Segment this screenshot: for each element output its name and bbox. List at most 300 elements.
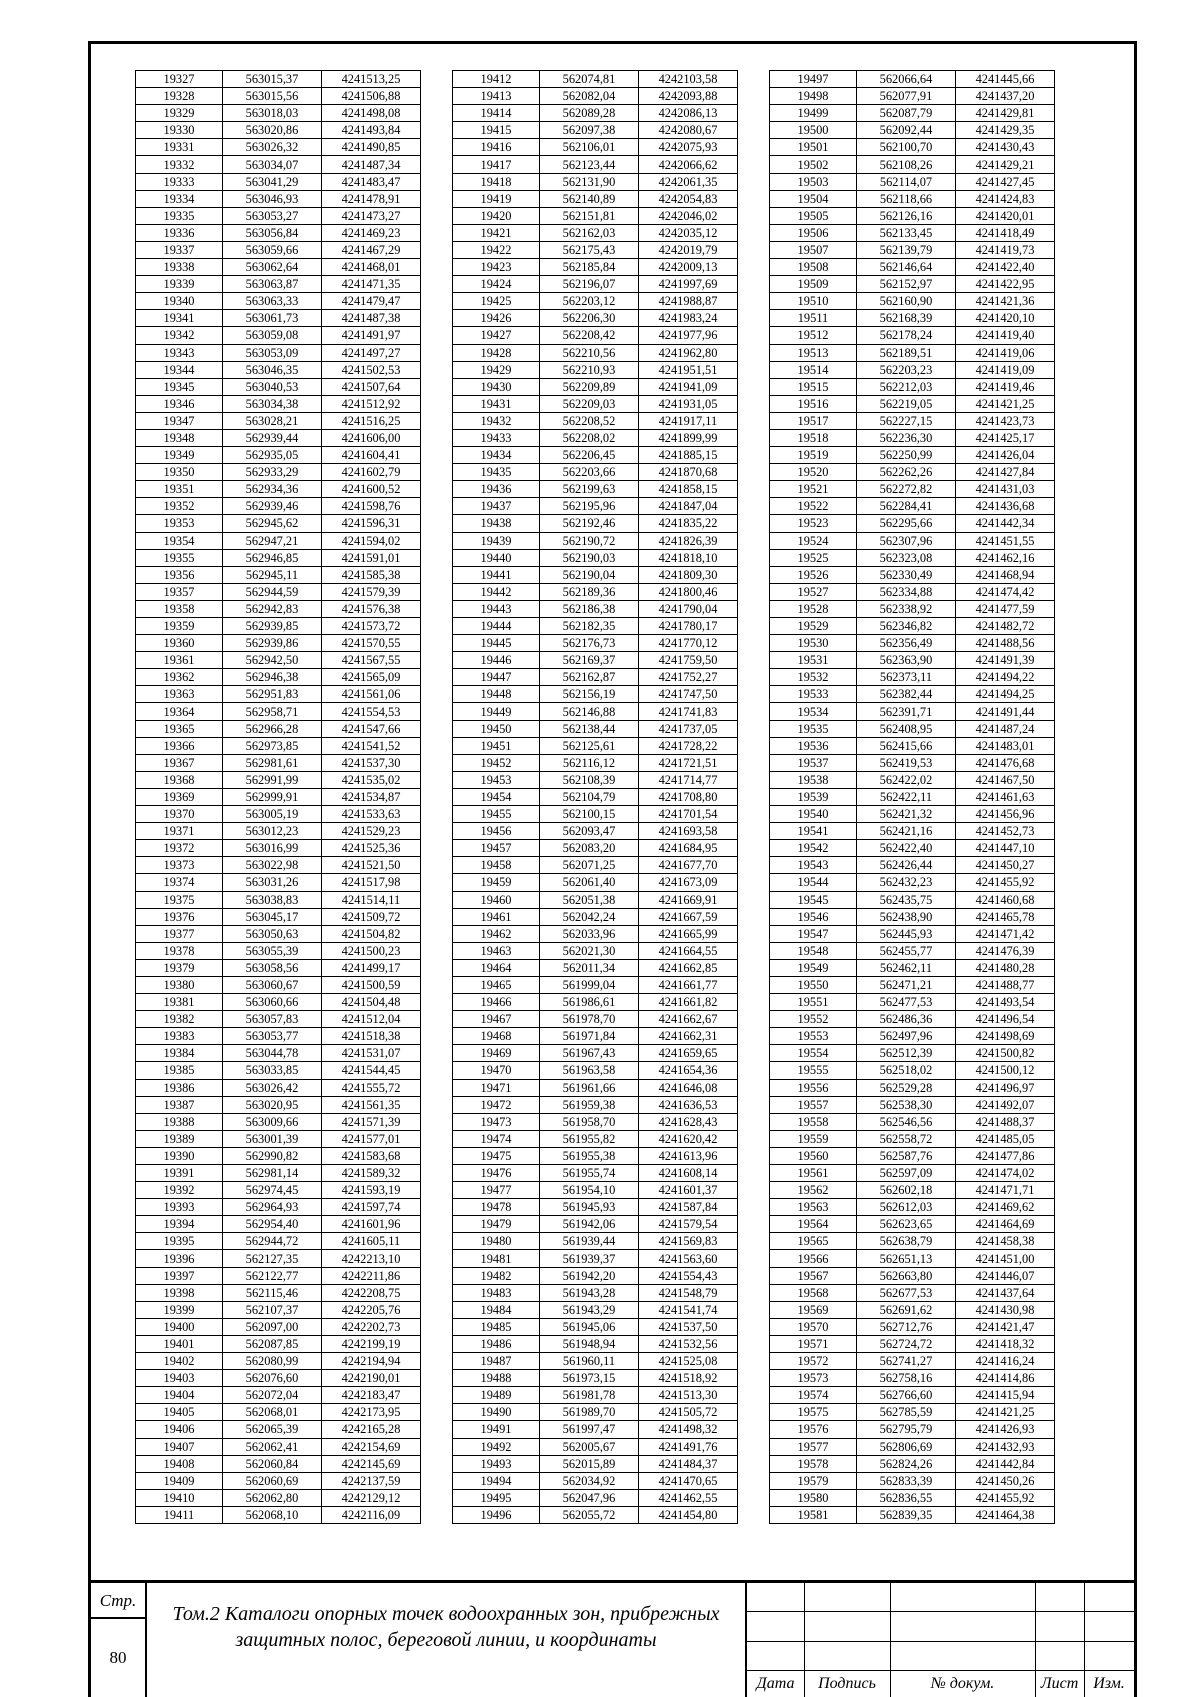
x-coordinate: 562162,87: [540, 669, 639, 686]
x-coordinate: 562529,28: [857, 1079, 956, 1096]
table-row: [453, 1335, 738, 1352]
point-number: 19369: [136, 788, 223, 805]
y-coordinate: 4241721,51: [639, 754, 738, 771]
y-coordinate: 4241554,53: [322, 703, 421, 720]
point-number: 19550: [770, 976, 857, 993]
table-row: [770, 310, 1055, 327]
y-coordinate: 4241464,38: [956, 1506, 1055, 1523]
table-row: [453, 1353, 738, 1370]
point-number: 19479: [453, 1216, 540, 1233]
table-row: [770, 241, 1055, 258]
x-coordinate: 561939,37: [540, 1250, 639, 1267]
table-row: [453, 1472, 738, 1489]
y-coordinate: 4241665,99: [639, 925, 738, 942]
table-row: [136, 139, 421, 156]
x-coordinate: 562408,95: [857, 720, 956, 737]
x-coordinate: 563045,17: [223, 908, 322, 925]
y-coordinate: 4241997,69: [639, 276, 738, 293]
point-number: 19452: [453, 754, 540, 771]
table-row: [453, 994, 738, 1011]
x-coordinate: 562190,72: [540, 532, 639, 549]
table-row: [453, 1011, 738, 1028]
table-row: [136, 310, 421, 327]
table-row: [136, 720, 421, 737]
x-coordinate: 562146,64: [857, 259, 956, 276]
point-number: 19544: [770, 874, 857, 891]
y-coordinate: 4241471,42: [956, 925, 1055, 942]
point-number: 19396: [136, 1250, 223, 1267]
point-number: 19392: [136, 1182, 223, 1199]
table-row: [136, 1489, 421, 1506]
x-coordinate: 563026,32: [223, 139, 322, 156]
y-coordinate: 4241474,42: [956, 583, 1055, 600]
y-coordinate: 4241492,07: [956, 1096, 1055, 1113]
x-coordinate: 562546,56: [857, 1113, 956, 1130]
table-row: [136, 259, 421, 276]
y-coordinate: 4241548,79: [639, 1284, 738, 1301]
point-number: 19536: [770, 737, 857, 754]
table-row: [770, 156, 1055, 173]
x-coordinate: 562419,53: [857, 754, 956, 771]
x-coordinate: 562612,03: [857, 1199, 956, 1216]
point-number: 19377: [136, 925, 223, 942]
y-coordinate: 4241752,27: [639, 669, 738, 686]
point-number: 19481: [453, 1250, 540, 1267]
x-coordinate: 562346,82: [857, 618, 956, 635]
y-coordinate: 4241780,17: [639, 618, 738, 635]
x-coordinate: 561942,06: [540, 1216, 639, 1233]
table-row: [770, 327, 1055, 344]
y-coordinate: 4241509,72: [322, 908, 421, 925]
point-number: 19520: [770, 464, 857, 481]
y-coordinate: 4241544,45: [322, 1062, 421, 1079]
point-number: 19450: [453, 720, 540, 737]
y-coordinate: 4241563,60: [639, 1250, 738, 1267]
x-coordinate: 562958,71: [223, 703, 322, 720]
y-coordinate: 4241462,16: [956, 549, 1055, 566]
grid-row: [747, 1612, 1134, 1642]
table-row: [453, 412, 738, 429]
x-coordinate: 562076,60: [223, 1370, 322, 1387]
y-coordinate: 4241465,78: [956, 908, 1055, 925]
point-number: 19563: [770, 1199, 857, 1216]
point-number: 19510: [770, 293, 857, 310]
point-number: 19385: [136, 1062, 223, 1079]
point-number: 19515: [770, 378, 857, 395]
table-row: [453, 532, 738, 549]
y-coordinate: 4241423,73: [956, 412, 1055, 429]
y-coordinate: 4241620,42: [639, 1130, 738, 1147]
y-coordinate: 4242165,28: [322, 1421, 421, 1438]
point-number: 19430: [453, 378, 540, 395]
point-number: 19492: [453, 1438, 540, 1455]
y-coordinate: 4241513,25: [322, 71, 421, 88]
x-coordinate: 563028,21: [223, 412, 322, 429]
point-number: 19361: [136, 652, 223, 669]
x-coordinate: 561942,20: [540, 1267, 639, 1284]
y-coordinate: 4241480,28: [956, 959, 1055, 976]
table-row: [770, 994, 1055, 1011]
x-coordinate: 562602,18: [857, 1182, 956, 1199]
y-coordinate: 4242202,73: [322, 1318, 421, 1335]
point-number: 19461: [453, 908, 540, 925]
y-coordinate: 4241470,65: [639, 1472, 738, 1489]
x-coordinate: 562712,76: [857, 1318, 956, 1335]
y-coordinate: 4241488,56: [956, 635, 1055, 652]
point-number: 19441: [453, 566, 540, 583]
table-row: [136, 1421, 421, 1438]
x-coordinate: 561945,93: [540, 1199, 639, 1216]
x-coordinate: 562954,40: [223, 1216, 322, 1233]
table-row: [136, 1335, 421, 1352]
y-coordinate: 4241677,70: [639, 857, 738, 874]
point-number: 19372: [136, 840, 223, 857]
table-row: [770, 1318, 1055, 1335]
x-coordinate: 562422,02: [857, 771, 956, 788]
y-coordinate: 4241809,30: [639, 566, 738, 583]
x-coordinate: 562939,46: [223, 498, 322, 515]
table-row: [453, 293, 738, 310]
y-coordinate: 4242208,75: [322, 1284, 421, 1301]
x-coordinate: 562196,07: [540, 276, 639, 293]
x-coordinate: 562060,69: [223, 1472, 322, 1489]
y-coordinate: 4241535,02: [322, 771, 421, 788]
y-coordinate: 4241667,59: [639, 908, 738, 925]
point-number: 19359: [136, 618, 223, 635]
x-coordinate: 562272,82: [857, 481, 956, 498]
point-number: 19530: [770, 635, 857, 652]
table-row: [453, 1113, 738, 1130]
point-number: 19419: [453, 190, 540, 207]
table-row: [453, 806, 738, 823]
x-coordinate: 563026,42: [223, 1079, 322, 1096]
point-number: 19374: [136, 874, 223, 891]
table-row: [453, 224, 738, 241]
x-coordinate: 562939,86: [223, 635, 322, 652]
point-number: 19508: [770, 259, 857, 276]
point-number: 19376: [136, 908, 223, 925]
y-coordinate: 4241477,86: [956, 1147, 1055, 1164]
y-coordinate: 4241468,01: [322, 259, 421, 276]
x-coordinate: 562203,23: [857, 361, 956, 378]
title-block: [88, 1580, 1137, 1697]
point-number: 19484: [453, 1301, 540, 1318]
table-row: [770, 635, 1055, 652]
y-coordinate: 4241602,79: [322, 464, 421, 481]
x-coordinate: 562212,03: [857, 378, 956, 395]
table-row: [453, 361, 738, 378]
table-row: [770, 1301, 1055, 1318]
x-coordinate: 563055,39: [223, 942, 322, 959]
point-number: 19445: [453, 635, 540, 652]
table-row: [770, 1216, 1055, 1233]
point-number: 19478: [453, 1199, 540, 1216]
point-number: 19490: [453, 1404, 540, 1421]
table-row: [770, 788, 1055, 805]
table-row: [136, 1284, 421, 1301]
x-coordinate: 561973,15: [540, 1370, 639, 1387]
table-row: [770, 1489, 1055, 1506]
x-coordinate: 562587,76: [857, 1147, 956, 1164]
point-number: 19345: [136, 378, 223, 395]
point-number: 19555: [770, 1062, 857, 1079]
x-coordinate: 562108,39: [540, 771, 639, 788]
y-coordinate: 4241491,39: [956, 652, 1055, 669]
y-coordinate: 4242137,59: [322, 1472, 421, 1489]
x-coordinate: 562034,92: [540, 1472, 639, 1489]
x-coordinate: 562538,30: [857, 1096, 956, 1113]
table-row: [136, 276, 421, 293]
table-row: [770, 105, 1055, 122]
point-number: 19500: [770, 122, 857, 139]
y-coordinate: 4241478,91: [322, 190, 421, 207]
table-row: [453, 207, 738, 224]
x-coordinate: 562146,88: [540, 703, 639, 720]
y-coordinate: 4241498,32: [639, 1421, 738, 1438]
table-row: [770, 293, 1055, 310]
point-number: 19378: [136, 942, 223, 959]
x-coordinate: 563034,07: [223, 156, 322, 173]
x-coordinate: 562208,42: [540, 327, 639, 344]
y-coordinate: 4241426,04: [956, 447, 1055, 464]
y-coordinate: 4241532,56: [639, 1335, 738, 1352]
y-coordinate: 4241491,97: [322, 327, 421, 344]
point-number: 19402: [136, 1353, 223, 1370]
point-number: 19439: [453, 532, 540, 549]
table-row: [770, 464, 1055, 481]
x-coordinate: 562208,52: [540, 412, 639, 429]
y-coordinate: 4241437,20: [956, 88, 1055, 105]
table-row: [136, 635, 421, 652]
x-coordinate: 562062,41: [223, 1438, 322, 1455]
table-row: [136, 686, 421, 703]
y-coordinate: 4241613,96: [639, 1147, 738, 1164]
y-coordinate: 4241537,50: [639, 1318, 738, 1335]
x-coordinate: 562486,36: [857, 1011, 956, 1028]
x-coordinate: 562785,59: [857, 1404, 956, 1421]
x-coordinate: 562074,81: [540, 71, 639, 88]
y-coordinate: 4241429,35: [956, 122, 1055, 139]
x-coordinate: 562307,96: [857, 532, 956, 549]
point-number: 19365: [136, 720, 223, 737]
y-coordinate: 4241483,47: [322, 173, 421, 190]
x-coordinate: 562062,80: [223, 1489, 322, 1506]
point-number: 19517: [770, 412, 857, 429]
x-coordinate: 563062,64: [223, 259, 322, 276]
y-coordinate: 4241504,48: [322, 994, 421, 1011]
y-coordinate: 4241714,77: [639, 771, 738, 788]
x-coordinate: 562741,27: [857, 1353, 956, 1370]
table-row: [136, 378, 421, 395]
y-coordinate: 4241414,86: [956, 1370, 1055, 1387]
table-row: [136, 754, 421, 771]
y-coordinate: 4241467,29: [322, 241, 421, 258]
y-coordinate: 4241422,95: [956, 276, 1055, 293]
x-coordinate: 562999,91: [223, 788, 322, 805]
y-coordinate: 4241661,82: [639, 994, 738, 1011]
table-row: [136, 1062, 421, 1079]
table-row: [770, 771, 1055, 788]
point-number: 19429: [453, 361, 540, 378]
table-row: [770, 1353, 1055, 1370]
point-number: 19545: [770, 891, 857, 908]
x-coordinate: 563063,33: [223, 293, 322, 310]
point-number: 19405: [136, 1404, 223, 1421]
x-coordinate: 562363,90: [857, 652, 956, 669]
table-row: [136, 1370, 421, 1387]
table-row: [770, 1130, 1055, 1147]
x-coordinate: 562964,93: [223, 1199, 322, 1216]
table-row: [453, 1455, 738, 1472]
table-row: [453, 857, 738, 874]
x-coordinate: 562162,03: [540, 224, 639, 241]
table-row: [453, 1216, 738, 1233]
y-coordinate: 4242054,83: [639, 190, 738, 207]
x-coordinate: 562104,79: [540, 788, 639, 805]
point-number: 19549: [770, 959, 857, 976]
x-coordinate: 563063,87: [223, 276, 322, 293]
table-row: [136, 464, 421, 481]
x-coordinate: 562795,79: [857, 1421, 956, 1438]
x-coordinate: 562131,90: [540, 173, 639, 190]
x-coordinate: 562295,66: [857, 515, 956, 532]
point-number: 19513: [770, 344, 857, 361]
table-row: [136, 1267, 421, 1284]
x-coordinate: 562182,35: [540, 618, 639, 635]
point-number: 19375: [136, 891, 223, 908]
table-row: [136, 190, 421, 207]
y-coordinate: 4241601,96: [322, 1216, 421, 1233]
y-coordinate: 4241476,68: [956, 754, 1055, 771]
x-coordinate: 562176,73: [540, 635, 639, 652]
y-coordinate: 4241452,73: [956, 823, 1055, 840]
point-number: 19340: [136, 293, 223, 310]
x-coordinate: 561986,61: [540, 994, 639, 1011]
point-number: 19384: [136, 1045, 223, 1062]
y-coordinate: 4241664,55: [639, 942, 738, 959]
table-row: [453, 344, 738, 361]
y-coordinate: 4241497,27: [322, 344, 421, 361]
point-number: 19360: [136, 635, 223, 652]
table-row: [136, 515, 421, 532]
table-row: [770, 1147, 1055, 1164]
point-number: 19409: [136, 1472, 223, 1489]
y-coordinate: 4241431,03: [956, 481, 1055, 498]
x-coordinate: 562951,83: [223, 686, 322, 703]
y-coordinate: 4241636,53: [639, 1096, 738, 1113]
y-coordinate: 4241561,06: [322, 686, 421, 703]
table-row: [453, 1370, 738, 1387]
point-number: 19527: [770, 583, 857, 600]
table-row: [770, 276, 1055, 293]
point-number: 19421: [453, 224, 540, 241]
table-row: [136, 361, 421, 378]
y-coordinate: 4241476,39: [956, 942, 1055, 959]
x-coordinate: 563040,53: [223, 378, 322, 395]
table-row: [453, 1506, 738, 1523]
x-coordinate: 563012,23: [223, 823, 322, 840]
point-number: 19477: [453, 1182, 540, 1199]
x-coordinate: 562438,90: [857, 908, 956, 925]
table-row: [770, 361, 1055, 378]
y-coordinate: 4241701,54: [639, 806, 738, 823]
x-coordinate: 563057,83: [223, 1011, 322, 1028]
table-row: [453, 874, 738, 891]
table-row: [453, 173, 738, 190]
point-number: 19412: [453, 71, 540, 88]
y-coordinate: 4241598,76: [322, 498, 421, 515]
point-number: 19465: [453, 976, 540, 993]
x-coordinate: 562208,02: [540, 429, 639, 446]
point-number: 19422: [453, 241, 540, 258]
document-title-line1: Том.2 Каталоги опорных точек водоохранных зон, прибрежных: [172, 1603, 720, 1625]
x-coordinate: 562651,13: [857, 1250, 956, 1267]
y-coordinate: 4241430,98: [956, 1301, 1055, 1318]
y-coordinate: 4241573,72: [322, 618, 421, 635]
y-coordinate: 4242154,69: [322, 1438, 421, 1455]
x-coordinate: 562219,05: [857, 395, 956, 412]
x-coordinate: 561955,38: [540, 1147, 639, 1164]
point-number: 19431: [453, 395, 540, 412]
point-number: 19362: [136, 669, 223, 686]
x-coordinate: 562100,15: [540, 806, 639, 823]
table-row: [770, 652, 1055, 669]
point-number: 19414: [453, 105, 540, 122]
y-coordinate: 4242086,13: [639, 105, 738, 122]
table-row: [136, 412, 421, 429]
x-coordinate: 562836,55: [857, 1489, 956, 1506]
y-coordinate: 4241654,36: [639, 1062, 738, 1079]
table-row: [453, 669, 738, 686]
y-coordinate: 4242129,12: [322, 1489, 421, 1506]
table-row: [136, 1165, 421, 1182]
table-row: [453, 1250, 738, 1267]
point-number: 19393: [136, 1199, 223, 1216]
point-number: 19341: [136, 310, 223, 327]
table-row: [136, 105, 421, 122]
point-number: 19537: [770, 754, 857, 771]
y-coordinate: 4241600,52: [322, 481, 421, 498]
table-row: [453, 1489, 738, 1506]
y-coordinate: 4241555,72: [322, 1079, 421, 1096]
x-coordinate: 562262,26: [857, 464, 956, 481]
x-coordinate: 563059,66: [223, 241, 322, 258]
table-row: [136, 344, 421, 361]
y-coordinate: 4241416,24: [956, 1353, 1055, 1370]
x-coordinate: 563046,35: [223, 361, 322, 378]
point-number: 19504: [770, 190, 857, 207]
table-row: [136, 1130, 421, 1147]
point-number: 19383: [136, 1028, 223, 1045]
y-coordinate: 4241493,84: [322, 122, 421, 139]
point-number: 19356: [136, 566, 223, 583]
table-row: [770, 1284, 1055, 1301]
y-coordinate: 4241415,94: [956, 1387, 1055, 1404]
table-row: [136, 1301, 421, 1318]
point-number: 19338: [136, 259, 223, 276]
table-row: [136, 481, 421, 498]
x-coordinate: 562323,08: [857, 549, 956, 566]
table-row: [453, 515, 738, 532]
x-coordinate: 562939,44: [223, 429, 322, 446]
point-number: 19548: [770, 942, 857, 959]
y-coordinate: 4241747,50: [639, 686, 738, 703]
coordinates-table-3: [769, 70, 1055, 1524]
table-row: [453, 1421, 738, 1438]
x-coordinate: 562597,09: [857, 1165, 956, 1182]
point-number: 19339: [136, 276, 223, 293]
point-number: 19363: [136, 686, 223, 703]
